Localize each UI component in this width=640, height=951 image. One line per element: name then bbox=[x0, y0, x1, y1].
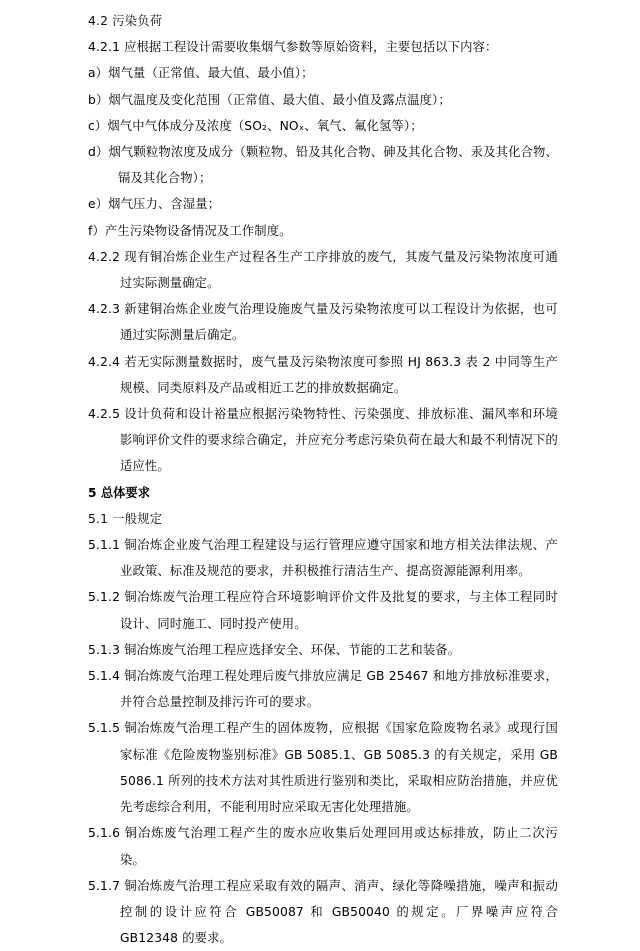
list-item-d: d）烟气颗粒物浓度及成分（颗粒物、铅及其化合物、砷及其化合物、汞及其化合物、镉及其化合物）； bbox=[88, 145, 558, 186]
document-body bbox=[88, 8, 558, 951]
section-heading-5: 5 总体要求 bbox=[88, 485, 151, 500]
clause-4-2-1: 4.2.1 应根据工程设计需要收集烟气参数等原始资料，主要包括以下内容： bbox=[88, 40, 498, 55]
clause-5-1-1: 5.1.1 铜冶炼企业废气治理工程建设与运行管理应遵守国家和地方相关法律法规、产业政策、标准及规范的要求，并积极推行清洁生产、提高资源能源利用率。 bbox=[88, 538, 558, 579]
list-item-c: c）烟气中气体成分及浓度（SO₂、NOₓ、氧气、氟化氢等）； bbox=[88, 118, 423, 133]
clause-5-1-3: 5.1.3 铜冶炼废气治理工程应选择安全、环保、节能的工艺和装备。 bbox=[88, 642, 461, 657]
clause-5-1-5: 5.1.5 铜冶炼废气治理工程产生的固体废物，应根据《国家危险废物名录》或现行国家标准《危险废物鉴别标准》GB 5085.1、GB 5085.3 的有关规定，采用 GB 5086.1 所列的技术方法对其性质进行鉴别和类比，采取相应防治措施，并应优先考虑综合利用，不能利用时应采取无害化处理措施。 bbox=[88, 721, 558, 815]
list-item-b: b）烟气温度及变化范围（正常值、最大值、最小值及露点温度）； bbox=[88, 92, 451, 107]
list-item-e: e）烟气压力、含湿量； bbox=[88, 197, 221, 212]
clause-5-1-7: 5.1.7 铜冶炼废气治理工程应采取有效的隔声、消声、绿化等降噪措施，噪声和振动控制的设计应符合 GB50087 和 GB50040 的规定。厂界噪声应符合 GB12348 的要求。 bbox=[88, 878, 558, 946]
clause-4-2-5: 4.2.5 设计负荷和设计裕量应根据污染物特性、污染强度、排放标准、漏风率和环境影响评价文件的要求综合确定，并应充分考虑污染负荷在最大和最不利情况下的适应性。 bbox=[88, 407, 558, 474]
clause-5-1-6: 5.1.6 铜冶炼废气治理工程产生的废水应收集后处理回用或达标排放，防止二次污染。 bbox=[88, 826, 558, 867]
clause-4-2-2: 4.2.2 现有铜冶炼企业生产过程各生产工序排放的废气，其废气量及污染物浓度可通过实际测量确定。 bbox=[88, 249, 558, 291]
list-item-a: a）烟气量（正常值、最大值、最小值）； bbox=[88, 66, 314, 81]
section-heading-4-2: 4.2 污染负荷 bbox=[88, 14, 163, 28]
clause-4-2-3: 4.2.3 新建铜冶炼企业废气治理设施废气量及污染物浓度可以工程设计为依据，也可通过实际测量后确定。 bbox=[88, 302, 558, 343]
clause-4-2-4: 4.2.4 若无实际测量数据时，废气量及污染物浓度可参照 HJ 863.3 表 2 中同等生产规模、同类原料及产品或相近工艺的排放数据确定。 bbox=[88, 354, 558, 395]
clause-5-1-2: 5.1.2 铜冶炼废气治理工程应符合环境影响评价文件及批复的要求，与主体工程同时设计、同时施工、同时投产使用。 bbox=[88, 590, 558, 631]
clause-5-1-4: 5.1.4 铜冶炼废气治理工程处理后废气排放应满足 GB 25467 和地方排放标准要求，并符合总量控制及排污许可的要求。 bbox=[88, 669, 558, 710]
list-item-f: f）产生污染物设备情况及工作制度。 bbox=[88, 223, 292, 238]
section-heading-5-1: 5.1 一般规定 bbox=[88, 511, 163, 526]
